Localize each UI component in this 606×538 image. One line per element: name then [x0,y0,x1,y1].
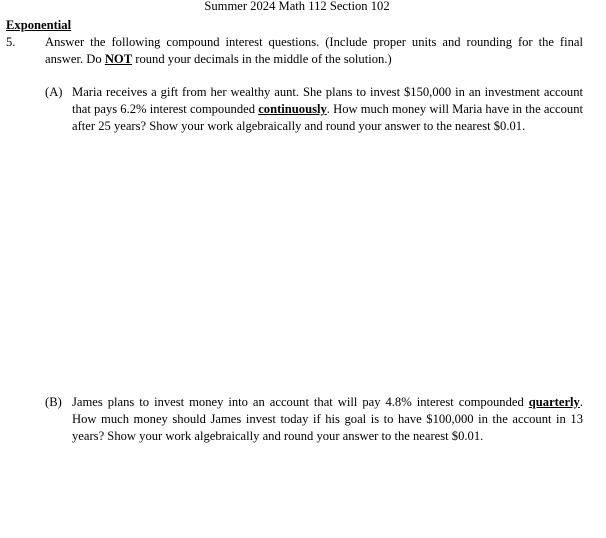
part-a-text-2: . How much money will Maria have in the account after 25 years? Show your work algebraically and round your answer to the nearest $0.01. [72,102,583,133]
instructions-text-1: Answer the following compound interest questions. (Include proper units and rounding for the final answer. Do [45,35,583,66]
page-header: Summer 2024 Math 112 Section 102 [204,0,390,13]
part-a-label: (A) [45,85,63,99]
part-a-emphasis: continuously [258,102,327,116]
part-a-text-1: Maria receives a gift from her wealthy aunt. She plans to invest $150,000 in an investment account that pays 6.2% interest compounded [72,85,583,116]
part-b-text-2: . How much money should James invest today if his goal is to have $100,000 in the account in 13 years? Show your work algebraically and round your answer to the nearest $0.01. [72,395,583,443]
part-a-text [72,84,583,135]
part-b-text [72,394,583,445]
question-number: 5. [6,35,16,49]
part-a-work-area[interactable] [45,140,583,385]
part-b-label: (B) [45,395,62,409]
part-b-text-1: James plans to invest money into an account that will pay 4.8% interest compounded [72,395,529,409]
part-b-work-area[interactable] [45,450,583,535]
question-instructions [45,34,583,68]
section-title: Exponential [6,18,72,32]
instructions-emphasis: NOT [104,52,133,66]
instructions-text-2: round your decimals in the middle of the solution.) [132,52,392,66]
part-b-emphasis: quarterly [528,395,580,409]
